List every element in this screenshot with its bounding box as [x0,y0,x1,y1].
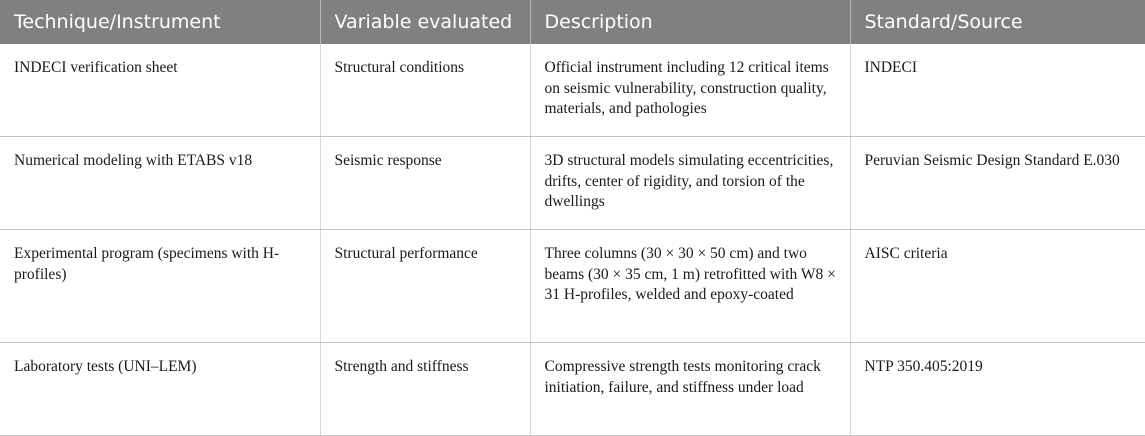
table-header [0,0,1145,44]
header-variable: Variable evaluated [320,0,530,44]
cell-technique: Numerical modeling with ETABS v18 [0,137,320,230]
cell-technique: Laboratory tests (UNI–LEM) [0,343,320,436]
header-technique: Technique/Instrument [0,0,320,44]
header-row [0,0,1145,44]
cell-variable: Strength and stiffness [320,343,530,436]
cell-technique: Experimental program (specimens with H-profiles) [0,230,320,343]
cell-standard: AISC criteria [850,230,1145,343]
cell-description: Compressive strength tests monitoring crack initiation, failure, and stiffness under load [530,343,850,436]
cell-variable: Structural conditions [320,44,530,137]
cell-description: Three columns (30 × 30 × 50 cm) and two beams (30 × 35 cm, 1 m) retrofitted with W8 × 31 H-profiles, welded and epoxy-coated [530,230,850,343]
cell-variable: Structural performance [320,230,530,343]
cell-standard: INDECI [850,44,1145,137]
table-row [0,44,1145,137]
table-row [0,230,1145,343]
cell-technique: INDECI verification sheet [0,44,320,137]
cell-description: Official instrument including 12 critical items on seismic vulnerability, construction quality, materials, and pathologies [530,44,850,137]
header-standard: Standard/Source [850,0,1145,44]
cell-standard: NTP 350.405:2019 [850,343,1145,436]
table-body [0,44,1145,436]
table-row [0,137,1145,230]
header-description: Description [530,0,850,44]
cell-description: 3D structural models simulating eccentricities, drifts, center of rigidity, and torsion of the dwellings [530,137,850,230]
table-row [0,343,1145,436]
cell-standard: Peruvian Seismic Design Standard E.030 [850,137,1145,230]
cell-variable: Seismic response [320,137,530,230]
